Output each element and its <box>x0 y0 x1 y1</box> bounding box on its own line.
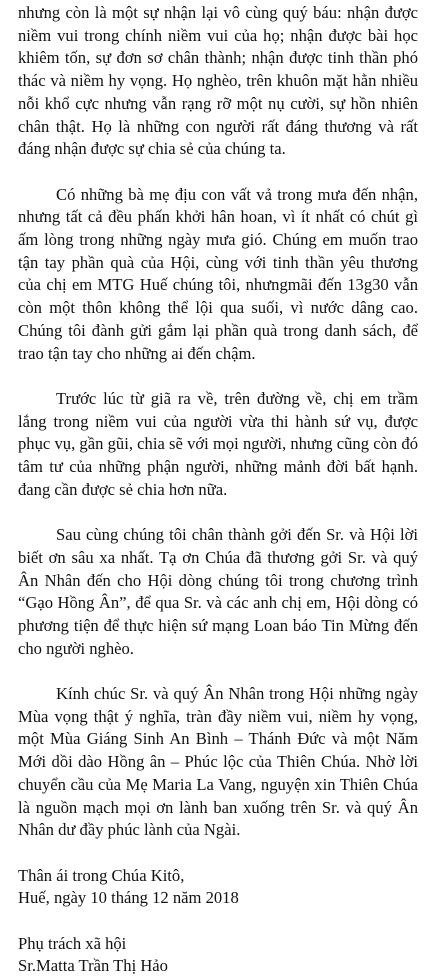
closing-salutation: Thân ái trong Chúa Kitô, <box>18 865 185 885</box>
paragraph-5: Kính chúc Sr. và quý Ân Nhân trong Hội những ngày Mùa vọng thật ý nghĩa, tràn đầy niềm vui, niềm hy vọng, một Mùa Giáng Sinh An Bình – Thánh Đức và một Năm Mới dồi dào Hồng ân – Phúc lộc của Thiên Chúa. Nhờ lời chuyển cầu của Mẹ Maria La Vang, nguyện xin Thiên Chúa là nguồn mạch mọi ơn lành ban xuống trên Sr. và quý Ân Nhân dư đầy phúc lành của Ngài. <box>18 684 418 840</box>
paragraph-gap <box>18 501 418 524</box>
signature-role: Phụ trách xã hội <box>18 933 127 953</box>
closing-block <box>18 865 418 910</box>
paragraph-gap <box>18 910 418 933</box>
paragraph-gap <box>18 365 418 388</box>
signature-block <box>18 933 418 978</box>
paragraph-gap <box>18 842 418 865</box>
letter-body <box>18 2 418 978</box>
paragraph-gap <box>18 660 418 683</box>
paragraph-4: Sau cùng chúng tôi chân thành gởi đến Sr. và Hội lời biết ơn sâu xa nhất. Tạ ơn Chúa đã thương gởi Sr. và quý Ân Nhân đến cho Hội dòng chúng tôi trong chương trình “Gạo Hồng Ân”, để qua Sr. và các anh chị em, Hội dòng có phương tiện để thực hiện sứ mạng Loan báo Tin Mừng đến cho người nghèo. <box>18 525 418 658</box>
paragraph-2: Có những bà mẹ địu con vất vả trong mưa đến nhận, nhưng tất cả đều phấn khởi hân hoan, vì ít nhất có chút gì ấm lòng trong những ngày mưa gió. Chúng em muốn trao tận tay phần quà của Hội, cùng với tinh thần yêu thương của chị em MTG Huế chúng tôi, nhưngmãi đến 13g30 vẫn còn một thôn không thể lội qua suối, vì nước dâng cao. Chúng tôi đành gửi gắm lại phần quà trong danh sách, để trao tận tay cho những ai đến chậm. <box>18 184 418 363</box>
paragraph-gap <box>18 161 418 184</box>
closing-place-date: Huế, ngày 10 tháng 12 năm 2018 <box>18 888 239 908</box>
paragraph-3: Trước lúc từ giã ra về, trên đường về, chị em trầm lắng trong niềm vui của người vừa thi hành sứ vụ, được phục vụ, gần gũi, chia sẽ với mọi người, nhưng cũng còn đó tâm tư của những phận người, những mảnh đời bất hạnh. đang cần được sẻ chia hơn nữa. <box>18 388 418 499</box>
paragraph-1: nhưng còn là một sự nhận lại vô cùng quý báu: nhận được niềm vui trong chính niềm vui của họ; nhận được bài học khiêm tốn, sự đơn sơ chân thành; nhận được tinh thần phó thác và niềm hy vọng. Họ nghèo, trên khuôn mặt hằn nhiều nỗi khổ cực nhưng vẫn rạng rỡ một nụ cười, sự hồn nhiên chân thật. Họ là những con người rất đáng thương và rất đáng nhận được sự chia sẻ của chúng ta. <box>18 3 418 159</box>
signature-name: Sr.Matta Trần Thị Hảo <box>18 956 168 976</box>
